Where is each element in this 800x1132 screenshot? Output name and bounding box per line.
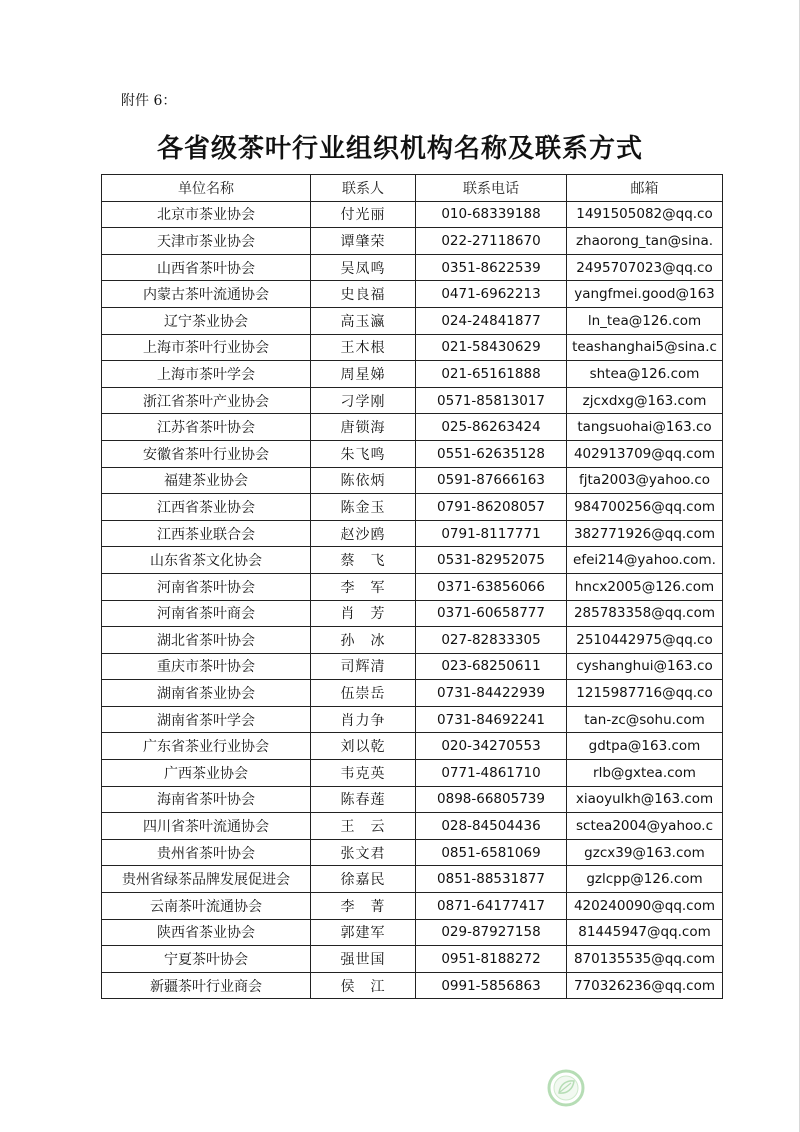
contact-person-cell: 强世国 <box>311 946 416 973</box>
document-title: 各省级茶叶行业组织机构名称及联系方式 <box>156 134 643 164</box>
table-row <box>102 866 723 893</box>
email-cell: ln_tea@126.com <box>567 307 723 334</box>
org-name-cell: 贵州省绿茶品牌发展促进会 <box>102 866 311 893</box>
contact-person-cell: 史良福 <box>311 281 416 308</box>
contact-person-cell: 郭建军 <box>311 919 416 946</box>
contact-person-cell: 高玉瀛 <box>311 307 416 334</box>
table-row <box>102 706 723 733</box>
phone-cell: 0871-64177417 <box>416 893 567 920</box>
table-row <box>102 946 723 973</box>
org-name-cell: 山东省茶文化协会 <box>102 547 311 574</box>
phone-cell: 0851-88531877 <box>416 866 567 893</box>
phone-cell: 0791-86208057 <box>416 494 567 521</box>
phone-cell: 020-34270553 <box>416 733 567 760</box>
phone-cell: 0851-6581069 <box>416 839 567 866</box>
table-row <box>102 786 723 813</box>
email-cell: 1491505082@qq.co <box>567 201 723 228</box>
phone-cell: 025-86263424 <box>416 414 567 441</box>
contact-person-cell: 周星娣 <box>311 361 416 388</box>
contact-person-cell: 李 军 <box>311 573 416 600</box>
org-name-cell: 四川省茶叶流通协会 <box>102 813 311 840</box>
contact-person-cell: 陈依炳 <box>311 467 416 494</box>
contact-person-cell: 陈春莲 <box>311 786 416 813</box>
phone-cell: 021-65161888 <box>416 361 567 388</box>
phone-cell: 022-27118670 <box>416 228 567 255</box>
table-row <box>102 387 723 414</box>
org-name-cell: 重庆市茶叶协会 <box>102 653 311 680</box>
contact-person-cell: 谭肇荣 <box>311 228 416 255</box>
table-row <box>102 467 723 494</box>
contact-person-cell: 孙 冰 <box>311 627 416 654</box>
phone-cell: 0471-6962213 <box>416 281 567 308</box>
table-row <box>102 520 723 547</box>
table-body <box>102 201 723 999</box>
phone-cell: 023-68250611 <box>416 653 567 680</box>
contact-person-cell: 李 菁 <box>311 893 416 920</box>
org-name-cell: 江苏省茶叶协会 <box>102 414 311 441</box>
email-cell: gzlcpp@126.com <box>567 866 723 893</box>
email-cell: 2510442975@qq.co <box>567 627 723 654</box>
phone-cell: 0951-8188272 <box>416 946 567 973</box>
table-header-row <box>102 175 723 202</box>
org-name-cell: 贵州省茶叶协会 <box>102 839 311 866</box>
table-row <box>102 893 723 920</box>
phone-cell: 027-82833305 <box>416 627 567 654</box>
contact-person-cell: 王 云 <box>311 813 416 840</box>
table-row <box>102 334 723 361</box>
org-name-cell: 浙江省茶叶产业协会 <box>102 387 311 414</box>
contact-person-cell: 蔡 飞 <box>311 547 416 574</box>
org-name-cell: 河南省茶叶商会 <box>102 600 311 627</box>
table-row <box>102 307 723 334</box>
email-cell: 870135535@qq.com <box>567 946 723 973</box>
email-cell: hncx2005@126.com <box>567 573 723 600</box>
email-cell: zhaorong_tan@sina. <box>567 228 723 255</box>
contacts-table <box>101 174 723 999</box>
org-name-cell: 海南省茶叶协会 <box>102 786 311 813</box>
email-cell: 2495707023@qq.co <box>567 254 723 281</box>
phone-cell: 024-24841877 <box>416 307 567 334</box>
org-name-cell: 湖北省茶叶协会 <box>102 627 311 654</box>
table-row <box>102 254 723 281</box>
email-cell: efei214@yahoo.com. <box>567 547 723 574</box>
table-row <box>102 414 723 441</box>
phone-cell: 0898-66805739 <box>416 786 567 813</box>
table-row <box>102 494 723 521</box>
org-name-cell: 湖南省茶叶学会 <box>102 706 311 733</box>
table-row <box>102 201 723 228</box>
phone-cell: 021-58430629 <box>416 334 567 361</box>
email-cell: 81445947@qq.com <box>567 919 723 946</box>
contact-person-cell: 付光丽 <box>311 201 416 228</box>
phone-cell: 0531-82952075 <box>416 547 567 574</box>
contact-person-cell: 侯 江 <box>311 972 416 999</box>
contact-person-cell: 张文君 <box>311 839 416 866</box>
contact-person-cell: 王木根 <box>311 334 416 361</box>
contact-person-cell: 朱飞鸣 <box>311 440 416 467</box>
table-row <box>102 813 723 840</box>
table-row <box>102 228 723 255</box>
email-cell: teashanghai5@sina.c <box>567 334 723 361</box>
phone-cell: 029-87927158 <box>416 919 567 946</box>
phone-cell: 0351-8622539 <box>416 254 567 281</box>
phone-cell: 0731-84422939 <box>416 680 567 707</box>
org-name-cell: 上海市茶叶学会 <box>102 361 311 388</box>
org-name-cell: 河南省茶叶协会 <box>102 573 311 600</box>
table-row <box>102 760 723 787</box>
email-cell: xiaoyulkh@163.com <box>567 786 723 813</box>
table-row <box>102 653 723 680</box>
org-name-cell: 上海市茶叶行业协会 <box>102 334 311 361</box>
phone-cell: 0571-85813017 <box>416 387 567 414</box>
email-cell: 770326236@qq.com <box>567 972 723 999</box>
contact-person-cell: 韦克英 <box>311 760 416 787</box>
email-cell: sctea2004@yahoo.c <box>567 813 723 840</box>
contact-person-cell: 赵沙鸥 <box>311 520 416 547</box>
email-cell: yangfmei.good@163 <box>567 281 723 308</box>
email-cell: tan-zc@sohu.com <box>567 706 723 733</box>
org-name-cell: 福建茶业协会 <box>102 467 311 494</box>
table-row <box>102 627 723 654</box>
attachment-label: 附件 6： <box>121 93 177 109</box>
email-cell: tangsuohai@163.co <box>567 414 723 441</box>
phone-cell: 0791-8117771 <box>416 520 567 547</box>
email-cell: 285783358@qq.com <box>567 600 723 627</box>
phone-cell: 0371-63856066 <box>416 573 567 600</box>
table-row <box>102 573 723 600</box>
email-cell: 402913709@qq.com <box>567 440 723 467</box>
contact-person-cell: 刁学刚 <box>311 387 416 414</box>
org-name-cell: 广东省茶业行业协会 <box>102 733 311 760</box>
leaf-logo-icon <box>546 1068 586 1108</box>
table-row <box>102 281 723 308</box>
email-cell: fjta2003@yahoo.co <box>567 467 723 494</box>
phone-cell: 0991-5856863 <box>416 972 567 999</box>
header-email: 邮箱 <box>567 175 723 202</box>
table-row <box>102 547 723 574</box>
org-name-cell: 江西茶业联合会 <box>102 520 311 547</box>
email-cell: rlb@gxtea.com <box>567 760 723 787</box>
phone-cell: 0771-4861710 <box>416 760 567 787</box>
email-cell: gdtpa@163.com <box>567 733 723 760</box>
table-row <box>102 680 723 707</box>
table-row <box>102 440 723 467</box>
contact-person-cell: 伍崇岳 <box>311 680 416 707</box>
org-name-cell: 广西茶业协会 <box>102 760 311 787</box>
contact-person-cell: 司辉清 <box>311 653 416 680</box>
org-name-cell: 陕西省茶业协会 <box>102 919 311 946</box>
table-row <box>102 733 723 760</box>
org-name-cell: 安徽省茶叶行业协会 <box>102 440 311 467</box>
contact-person-cell: 刘以乾 <box>311 733 416 760</box>
phone-cell: 0731-84692241 <box>416 706 567 733</box>
org-name-cell: 天津市茶业协会 <box>102 228 311 255</box>
phone-cell: 0551-62635128 <box>416 440 567 467</box>
org-name-cell: 湖南省茶业协会 <box>102 680 311 707</box>
email-cell: 1215987716@qq.co <box>567 680 723 707</box>
table-row <box>102 972 723 999</box>
org-name-cell: 北京市茶业协会 <box>102 201 311 228</box>
org-name-cell: 辽宁茶业协会 <box>102 307 311 334</box>
phone-cell: 0591-87666163 <box>416 467 567 494</box>
org-name-cell: 江西省茶业协会 <box>102 494 311 521</box>
org-name-cell: 新疆茶叶行业商会 <box>102 972 311 999</box>
contact-person-cell: 唐锁海 <box>311 414 416 441</box>
phone-cell: 0371-60658777 <box>416 600 567 627</box>
table-row <box>102 919 723 946</box>
email-cell: 984700256@qq.com <box>567 494 723 521</box>
contact-person-cell: 陈金玉 <box>311 494 416 521</box>
contact-person-cell: 徐嘉民 <box>311 866 416 893</box>
contact-person-cell: 肖力争 <box>311 706 416 733</box>
phone-cell: 010-68339188 <box>416 201 567 228</box>
header-phone: 联系电话 <box>416 175 567 202</box>
email-cell: zjcxdxg@163.com <box>567 387 723 414</box>
org-name-cell: 内蒙古茶叶流通协会 <box>102 281 311 308</box>
email-cell: shtea@126.com <box>567 361 723 388</box>
org-name-cell: 宁夏茶叶协会 <box>102 946 311 973</box>
org-name-cell: 云南茶叶流通协会 <box>102 893 311 920</box>
email-cell: gzcx39@163.com <box>567 839 723 866</box>
email-cell: cyshanghui@163.co <box>567 653 723 680</box>
email-cell: 382771926@qq.com <box>567 520 723 547</box>
org-name-cell: 山西省茶叶协会 <box>102 254 311 281</box>
table-row <box>102 600 723 627</box>
contact-person-cell: 肖 芳 <box>311 600 416 627</box>
email-cell: 420240090@qq.com <box>567 893 723 920</box>
table-row <box>102 361 723 388</box>
table-row <box>102 839 723 866</box>
header-person: 联系人 <box>311 175 416 202</box>
contact-person-cell: 吴凤鸣 <box>311 254 416 281</box>
phone-cell: 028-84504436 <box>416 813 567 840</box>
header-org: 单位名称 <box>102 175 311 202</box>
